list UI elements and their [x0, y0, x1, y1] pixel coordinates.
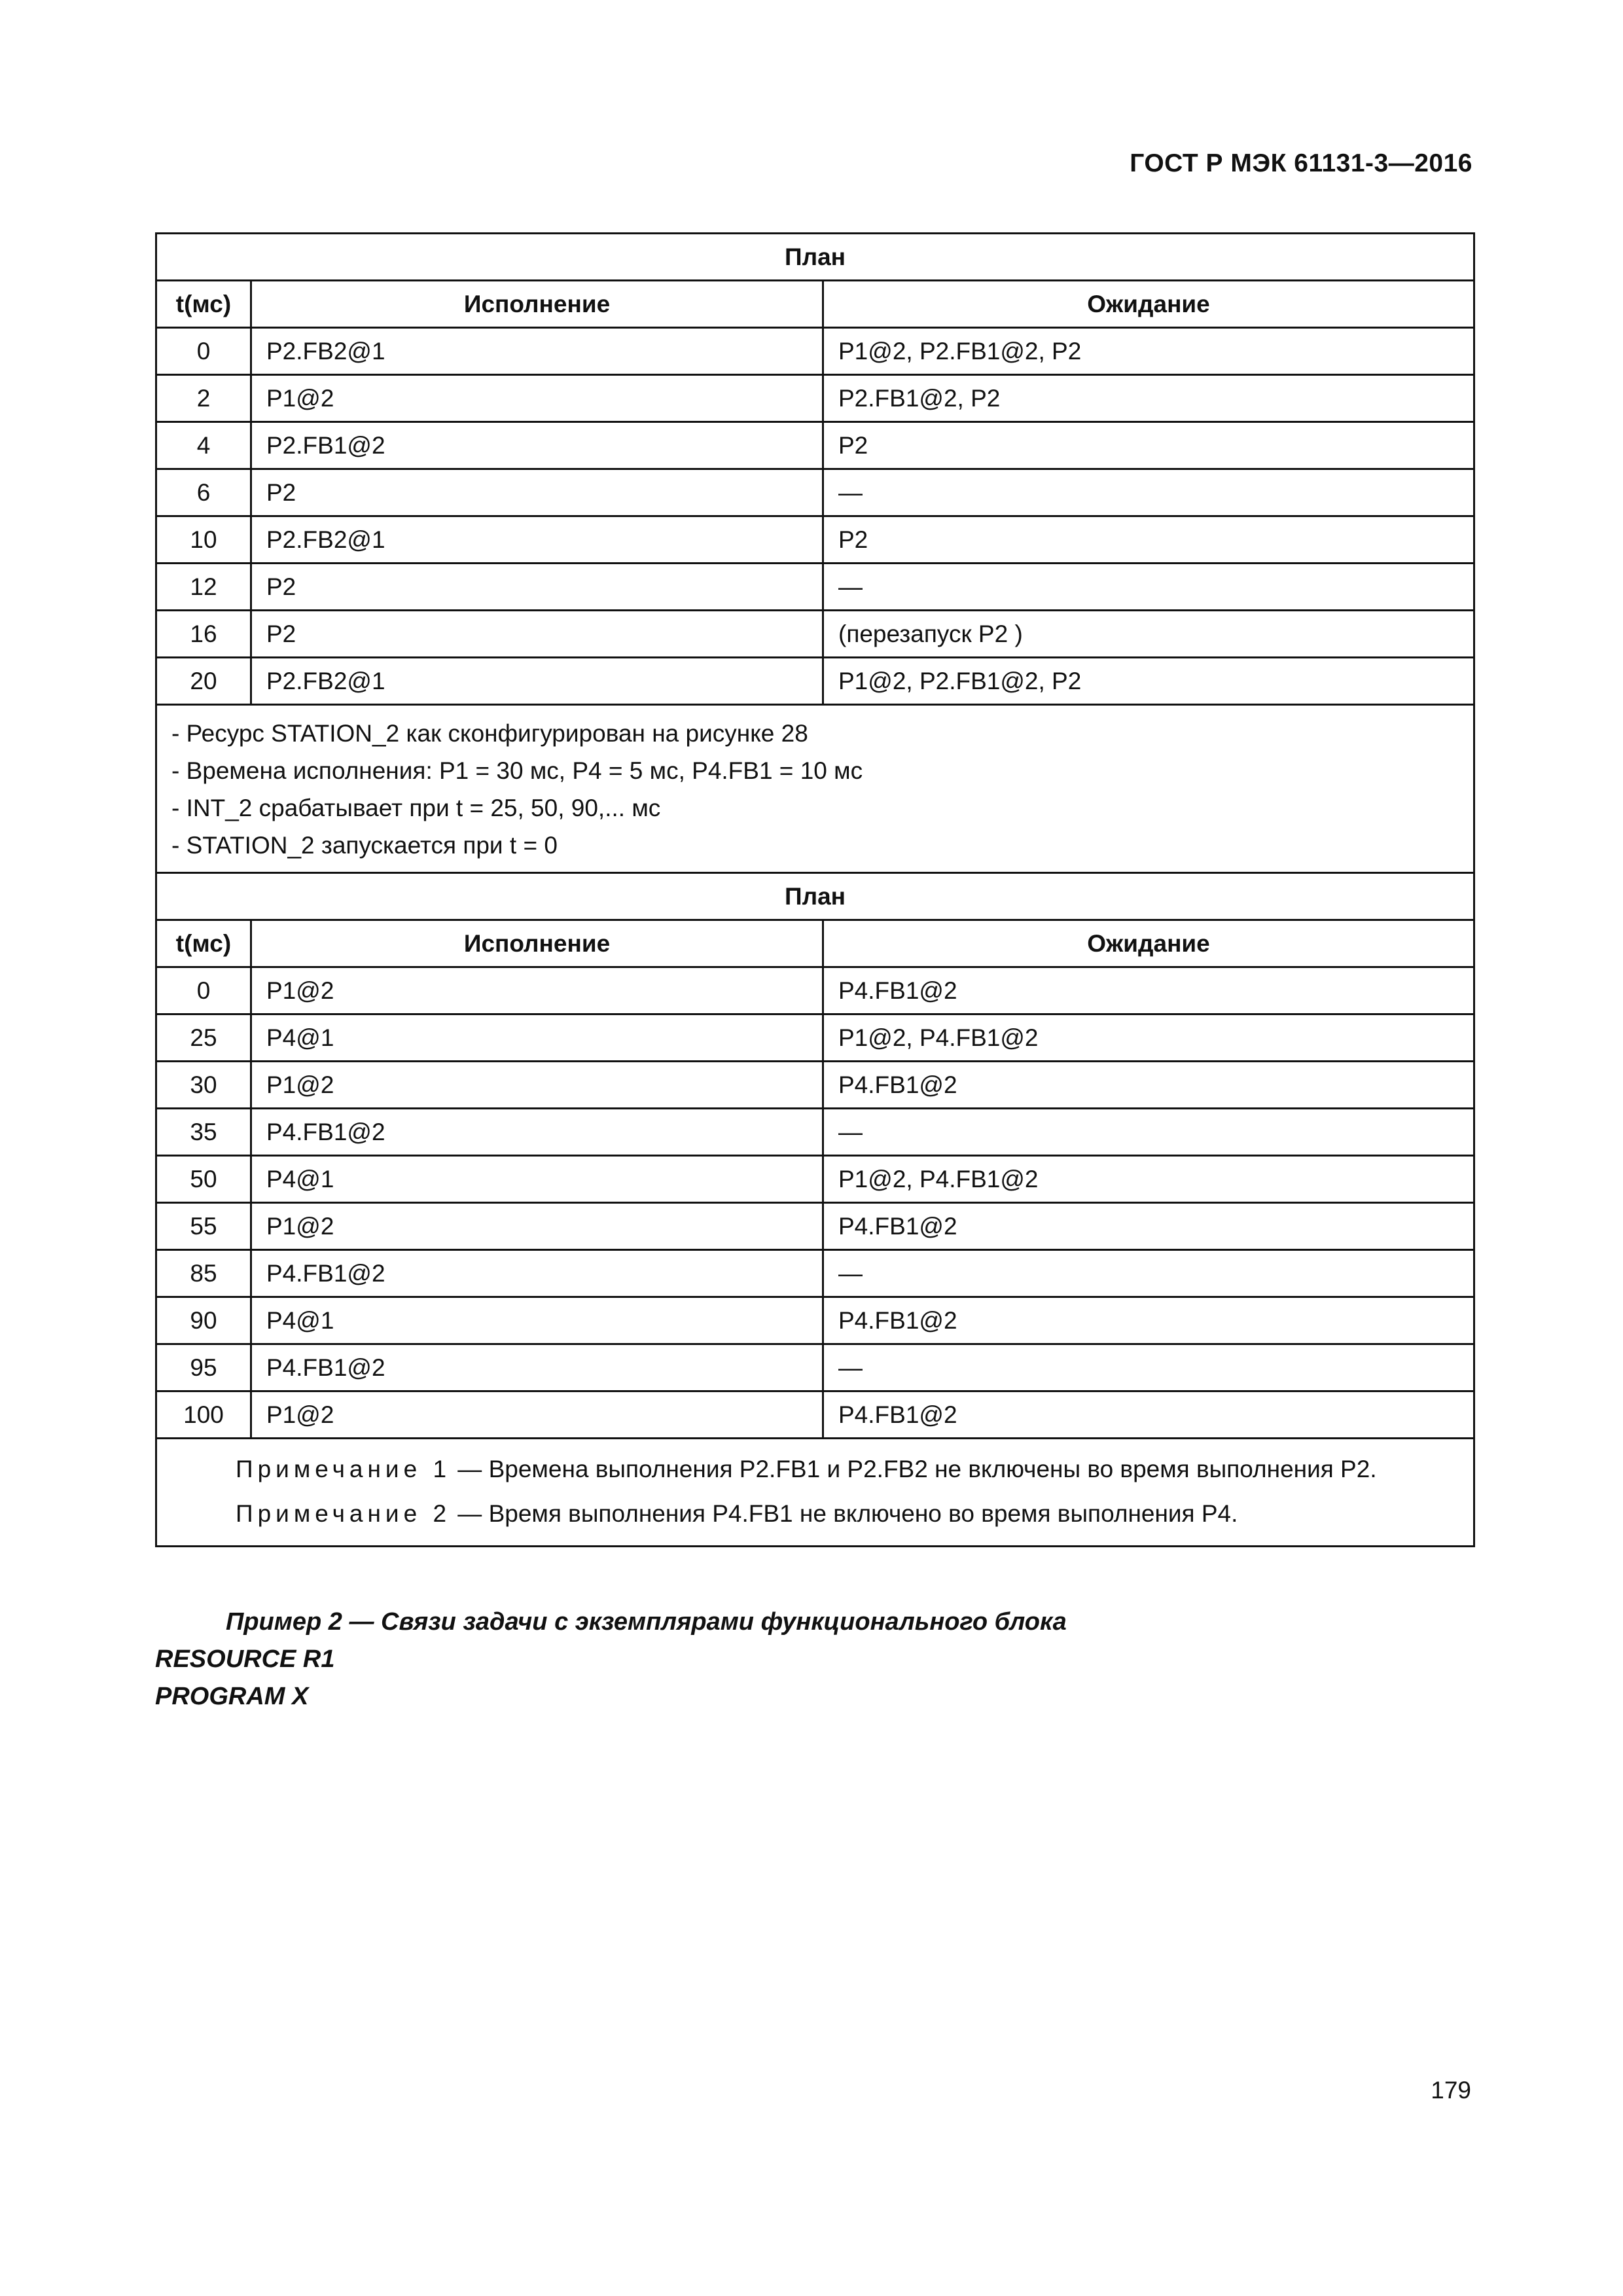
table1-row [156, 469, 1474, 516]
table2-row [156, 1297, 1474, 1344]
wait-cell: P2.FB1@2, P2 [823, 375, 1474, 422]
table2-col-exec: Исполнение [251, 920, 823, 967]
note-1 [236, 1447, 1459, 1492]
condition-line: - INT_2 срабатывает при t = 25, 50, 90,... мс [171, 795, 661, 821]
table2-row [156, 1014, 1474, 1062]
exec-cell: P2.FB2@1 [251, 516, 823, 564]
exec-cell: P1@2 [251, 1391, 823, 1439]
time-cell: 95 [156, 1344, 251, 1391]
exec-cell: P1@2 [251, 375, 823, 422]
exec-cell: P2.FB1@2 [251, 422, 823, 469]
table1-row [156, 516, 1474, 564]
table1-row [156, 375, 1474, 422]
table2-row [156, 1344, 1474, 1391]
wait-cell: P1@2, P4.FB1@2 [823, 1014, 1474, 1062]
table1-row [156, 658, 1474, 705]
wait-cell: P4.FB1@2 [823, 1203, 1474, 1250]
table1-header-row [156, 281, 1474, 328]
table2-title: План [156, 873, 1474, 920]
exec-cell: P4@1 [251, 1297, 823, 1344]
table1-row [156, 611, 1474, 658]
time-cell: 4 [156, 422, 251, 469]
time-cell: 12 [156, 564, 251, 611]
exec-cell: P4.FB1@2 [251, 1250, 823, 1297]
note-2 [236, 1492, 1459, 1536]
table1-row [156, 328, 1474, 375]
time-cell: 16 [156, 611, 251, 658]
schedule-table [155, 232, 1475, 1547]
condition-line: - STATION_2 запускается при t = 0 [171, 832, 558, 859]
time-cell: 55 [156, 1203, 251, 1250]
table2-col-time: t(мс) [156, 920, 251, 967]
table1-col-exec: Исполнение [251, 281, 823, 328]
exec-cell: P4.FB1@2 [251, 1344, 823, 1391]
note-1-label: Примечание 1 [236, 1456, 452, 1482]
notes-cell [156, 1439, 1474, 1547]
conditions-row [156, 705, 1474, 873]
wait-cell: P4.FB1@2 [823, 967, 1474, 1014]
wait-cell: P4.FB1@2 [823, 1391, 1474, 1439]
wait-cell: P2 [823, 516, 1474, 564]
time-cell: 30 [156, 1062, 251, 1109]
wait-cell: P4.FB1@2 [823, 1297, 1474, 1344]
example-title: Пример 2 — Связи задачи с экземплярами функционального блока [226, 1608, 1067, 1636]
note-2-text: — Время выполнения P4.FB1 не включено во время выполнения P4. [451, 1500, 1238, 1527]
time-cell: 2 [156, 375, 251, 422]
wait-cell: — [823, 1109, 1474, 1156]
table1-col-time: t(мс) [156, 281, 251, 328]
time-cell: 90 [156, 1297, 251, 1344]
table2-header-row [156, 920, 1474, 967]
table2-row [156, 1109, 1474, 1156]
time-cell: 25 [156, 1014, 251, 1062]
time-cell: 6 [156, 469, 251, 516]
table2-row [156, 967, 1474, 1014]
time-cell: 20 [156, 658, 251, 705]
wait-cell: P4.FB1@2 [823, 1062, 1474, 1109]
exec-cell: P2 [251, 611, 823, 658]
notes-row [156, 1439, 1474, 1547]
exec-cell: P1@2 [251, 1062, 823, 1109]
time-cell: 0 [156, 328, 251, 375]
time-cell: 85 [156, 1250, 251, 1297]
table2-title-row [156, 873, 1474, 920]
example-line-program: PROGRAM X [155, 1683, 309, 1710]
table1-col-wait: Ожидание [823, 281, 1474, 328]
example-line-resource: RESOURCE R1 [155, 1645, 335, 1673]
table1-title: План [156, 234, 1474, 281]
exec-cell: P2 [251, 469, 823, 516]
exec-cell: P4@1 [251, 1156, 823, 1203]
table1-row [156, 564, 1474, 611]
time-cell: 0 [156, 967, 251, 1014]
exec-cell: P4.FB1@2 [251, 1109, 823, 1156]
time-cell: 10 [156, 516, 251, 564]
table2-row [156, 1250, 1474, 1297]
table2-row [156, 1203, 1474, 1250]
time-cell: 50 [156, 1156, 251, 1203]
time-cell: 100 [156, 1391, 251, 1439]
exec-cell: P4@1 [251, 1014, 823, 1062]
note-2-label: Примечание 2 [236, 1500, 452, 1527]
wait-cell: P1@2, P2.FB1@2, P2 [823, 328, 1474, 375]
page-number: 179 [1431, 2077, 1471, 2104]
exec-cell: P1@2 [251, 967, 823, 1014]
exec-cell: P2.FB2@1 [251, 658, 823, 705]
wait-cell: P2 [823, 422, 1474, 469]
wait-cell: — [823, 564, 1474, 611]
table2-row [156, 1156, 1474, 1203]
wait-cell: — [823, 469, 1474, 516]
condition-line: - Ресурс STATION_2 как сконфигурирован на рисунке 28 [171, 720, 808, 747]
exec-cell: P2 [251, 564, 823, 611]
time-cell: 35 [156, 1109, 251, 1156]
example-block [155, 1604, 1067, 1715]
note-1-text: — Времена выполнения P2.FB1 и P2.FB2 не включены во время выполнения P2. [451, 1456, 1377, 1482]
table1-title-row [156, 234, 1474, 281]
wait-cell: — [823, 1344, 1474, 1391]
wait-cell: P1@2, P4.FB1@2 [823, 1156, 1474, 1203]
exec-cell: P1@2 [251, 1203, 823, 1250]
document-code: ГОСТ Р МЭК 61131-3—2016 [1130, 149, 1472, 177]
conditions-cell [156, 705, 1474, 873]
table2-col-wait: Ожидание [823, 920, 1474, 967]
wait-cell: — [823, 1250, 1474, 1297]
table2-row [156, 1391, 1474, 1439]
wait-cell: (перезапуск P2 ) [823, 611, 1474, 658]
wait-cell: P1@2, P2.FB1@2, P2 [823, 658, 1474, 705]
exec-cell: P2.FB2@1 [251, 328, 823, 375]
table1-row [156, 422, 1474, 469]
condition-line: - Времена исполнения: P1 = 30 мс, P4 = 5 мс, P4.FB1 = 10 мс [171, 757, 863, 784]
table2-row [156, 1062, 1474, 1109]
